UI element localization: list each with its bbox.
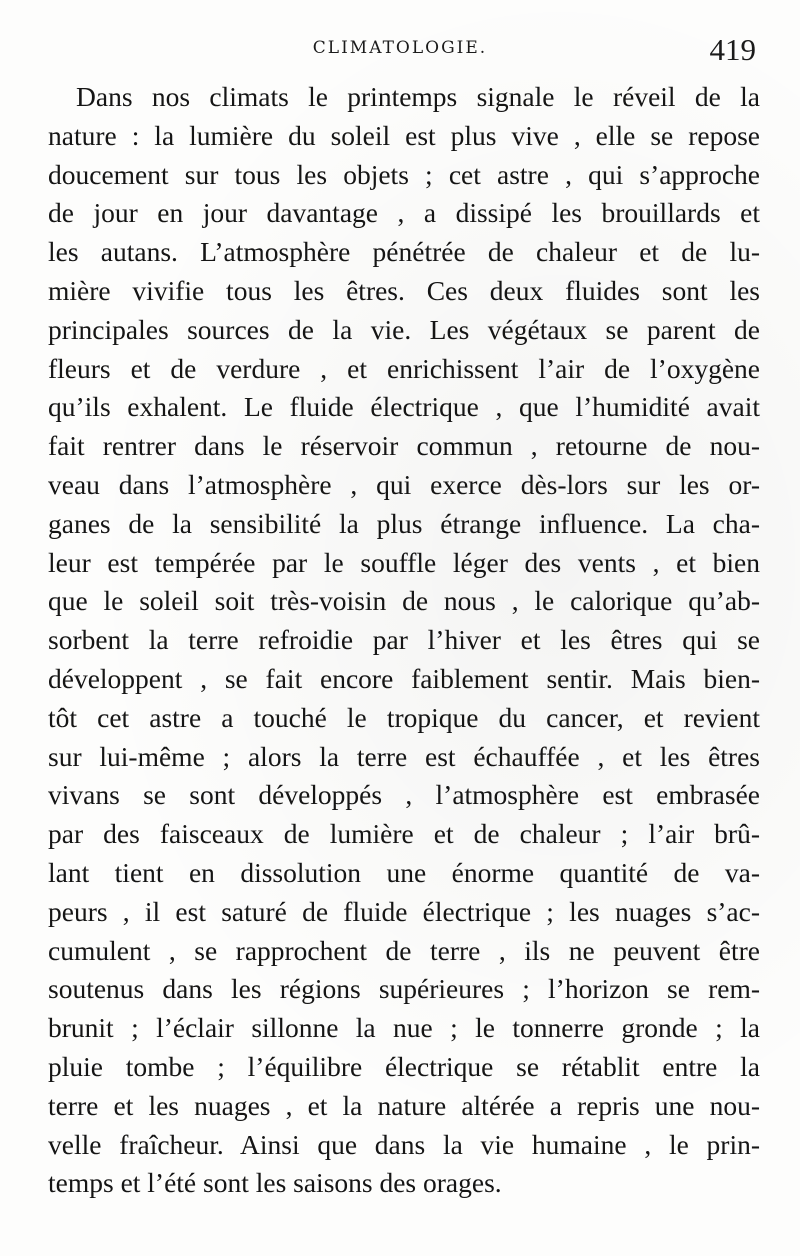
text-line: fait rentrer dans le réservoir commun , retourne de nou- — [48, 430, 760, 462]
text-line: velle fraîcheur. Ainsi que dans la vie humaine , le prin- — [48, 1128, 760, 1160]
text-line: pluie tombe ; l’équilibre électrique se rétablit entre la — [48, 1050, 760, 1082]
body-paragraph — [48, 78, 760, 1203]
text-line: brunit ; l’éclair sillonne la nue ; le tonnerre gronde ; la — [48, 1012, 760, 1044]
text-line: Dans nos climats le printemps signale le réveil de la — [76, 81, 760, 112]
text-line: mière vivifie tous les êtres. Ces deux fluides sont les — [48, 274, 760, 306]
text-line: nature : la lumière du soleil est plus vive , elle se repose — [48, 119, 760, 151]
text-line: terre et les nuages , et la nature altérée a repris une nou- — [48, 1089, 760, 1121]
text-line: de jour en jour davantage , a dissipé les brouillards et — [48, 197, 760, 229]
text-line: leur est tempérée par le souffle léger des vents , et bien — [48, 546, 760, 578]
text-line: par des faisceaux de lumière et de chaleur ; l’air brû- — [48, 818, 760, 850]
text-line: veau dans l’atmosphère , qui exerce dès-lors sur les or- — [48, 468, 760, 500]
text-line: doucement sur tous les objets ; cet astre , qui s’approche — [48, 158, 760, 190]
text-line: principales sources de la vie. Les végétaux se parent de — [48, 313, 760, 345]
text-line: cumulent , se rapprochent de terre , ils ne peuvent être — [48, 934, 760, 966]
text-line: développent , se fait encore faiblement sentir. Mais bien- — [48, 662, 760, 694]
text-line: tôt cet astre a touché le tropique du cancer, et revient — [48, 701, 760, 733]
text-line: lant tient en dissolution une énorme quantité de va- — [48, 856, 760, 888]
text-line: sorbent la terre refroidie par l’hiver et les êtres qui se — [48, 624, 760, 656]
text-line: qu’ils exhalent. Le fluide électrique , que l’humidité avait — [48, 391, 760, 423]
text-line: soutenus dans les régions supérieures ; l’horizon se rem- — [48, 973, 760, 1005]
text-line: fleurs et de verdure , et enrichissent l’air de l’oxygène — [48, 352, 760, 384]
text-line: vivans se sont développés , l’atmosphère est embrasée — [48, 779, 760, 811]
text-line: les autans. L’atmosphère pénétrée de chaleur et de lu- — [48, 236, 760, 268]
text-line: sur lui-même ; alors la terre est échauffée , et les êtres — [48, 740, 760, 772]
page-number: 419 — [709, 32, 756, 67]
text-line: temps et l’été sont les saisons des orages. — [48, 1167, 502, 1199]
text-line: peurs , il est saturé de fluide électrique ; les nuages s’ac- — [48, 895, 760, 927]
running-head — [44, 32, 756, 68]
text-line: ganes de la sensibilité la plus étrange influence. La cha- — [48, 507, 760, 539]
text-line: que le soleil soit très-voisin de nous , le calorique qu’ab- — [48, 585, 760, 617]
running-title: CLIMATOLOGIE. — [312, 38, 488, 58]
